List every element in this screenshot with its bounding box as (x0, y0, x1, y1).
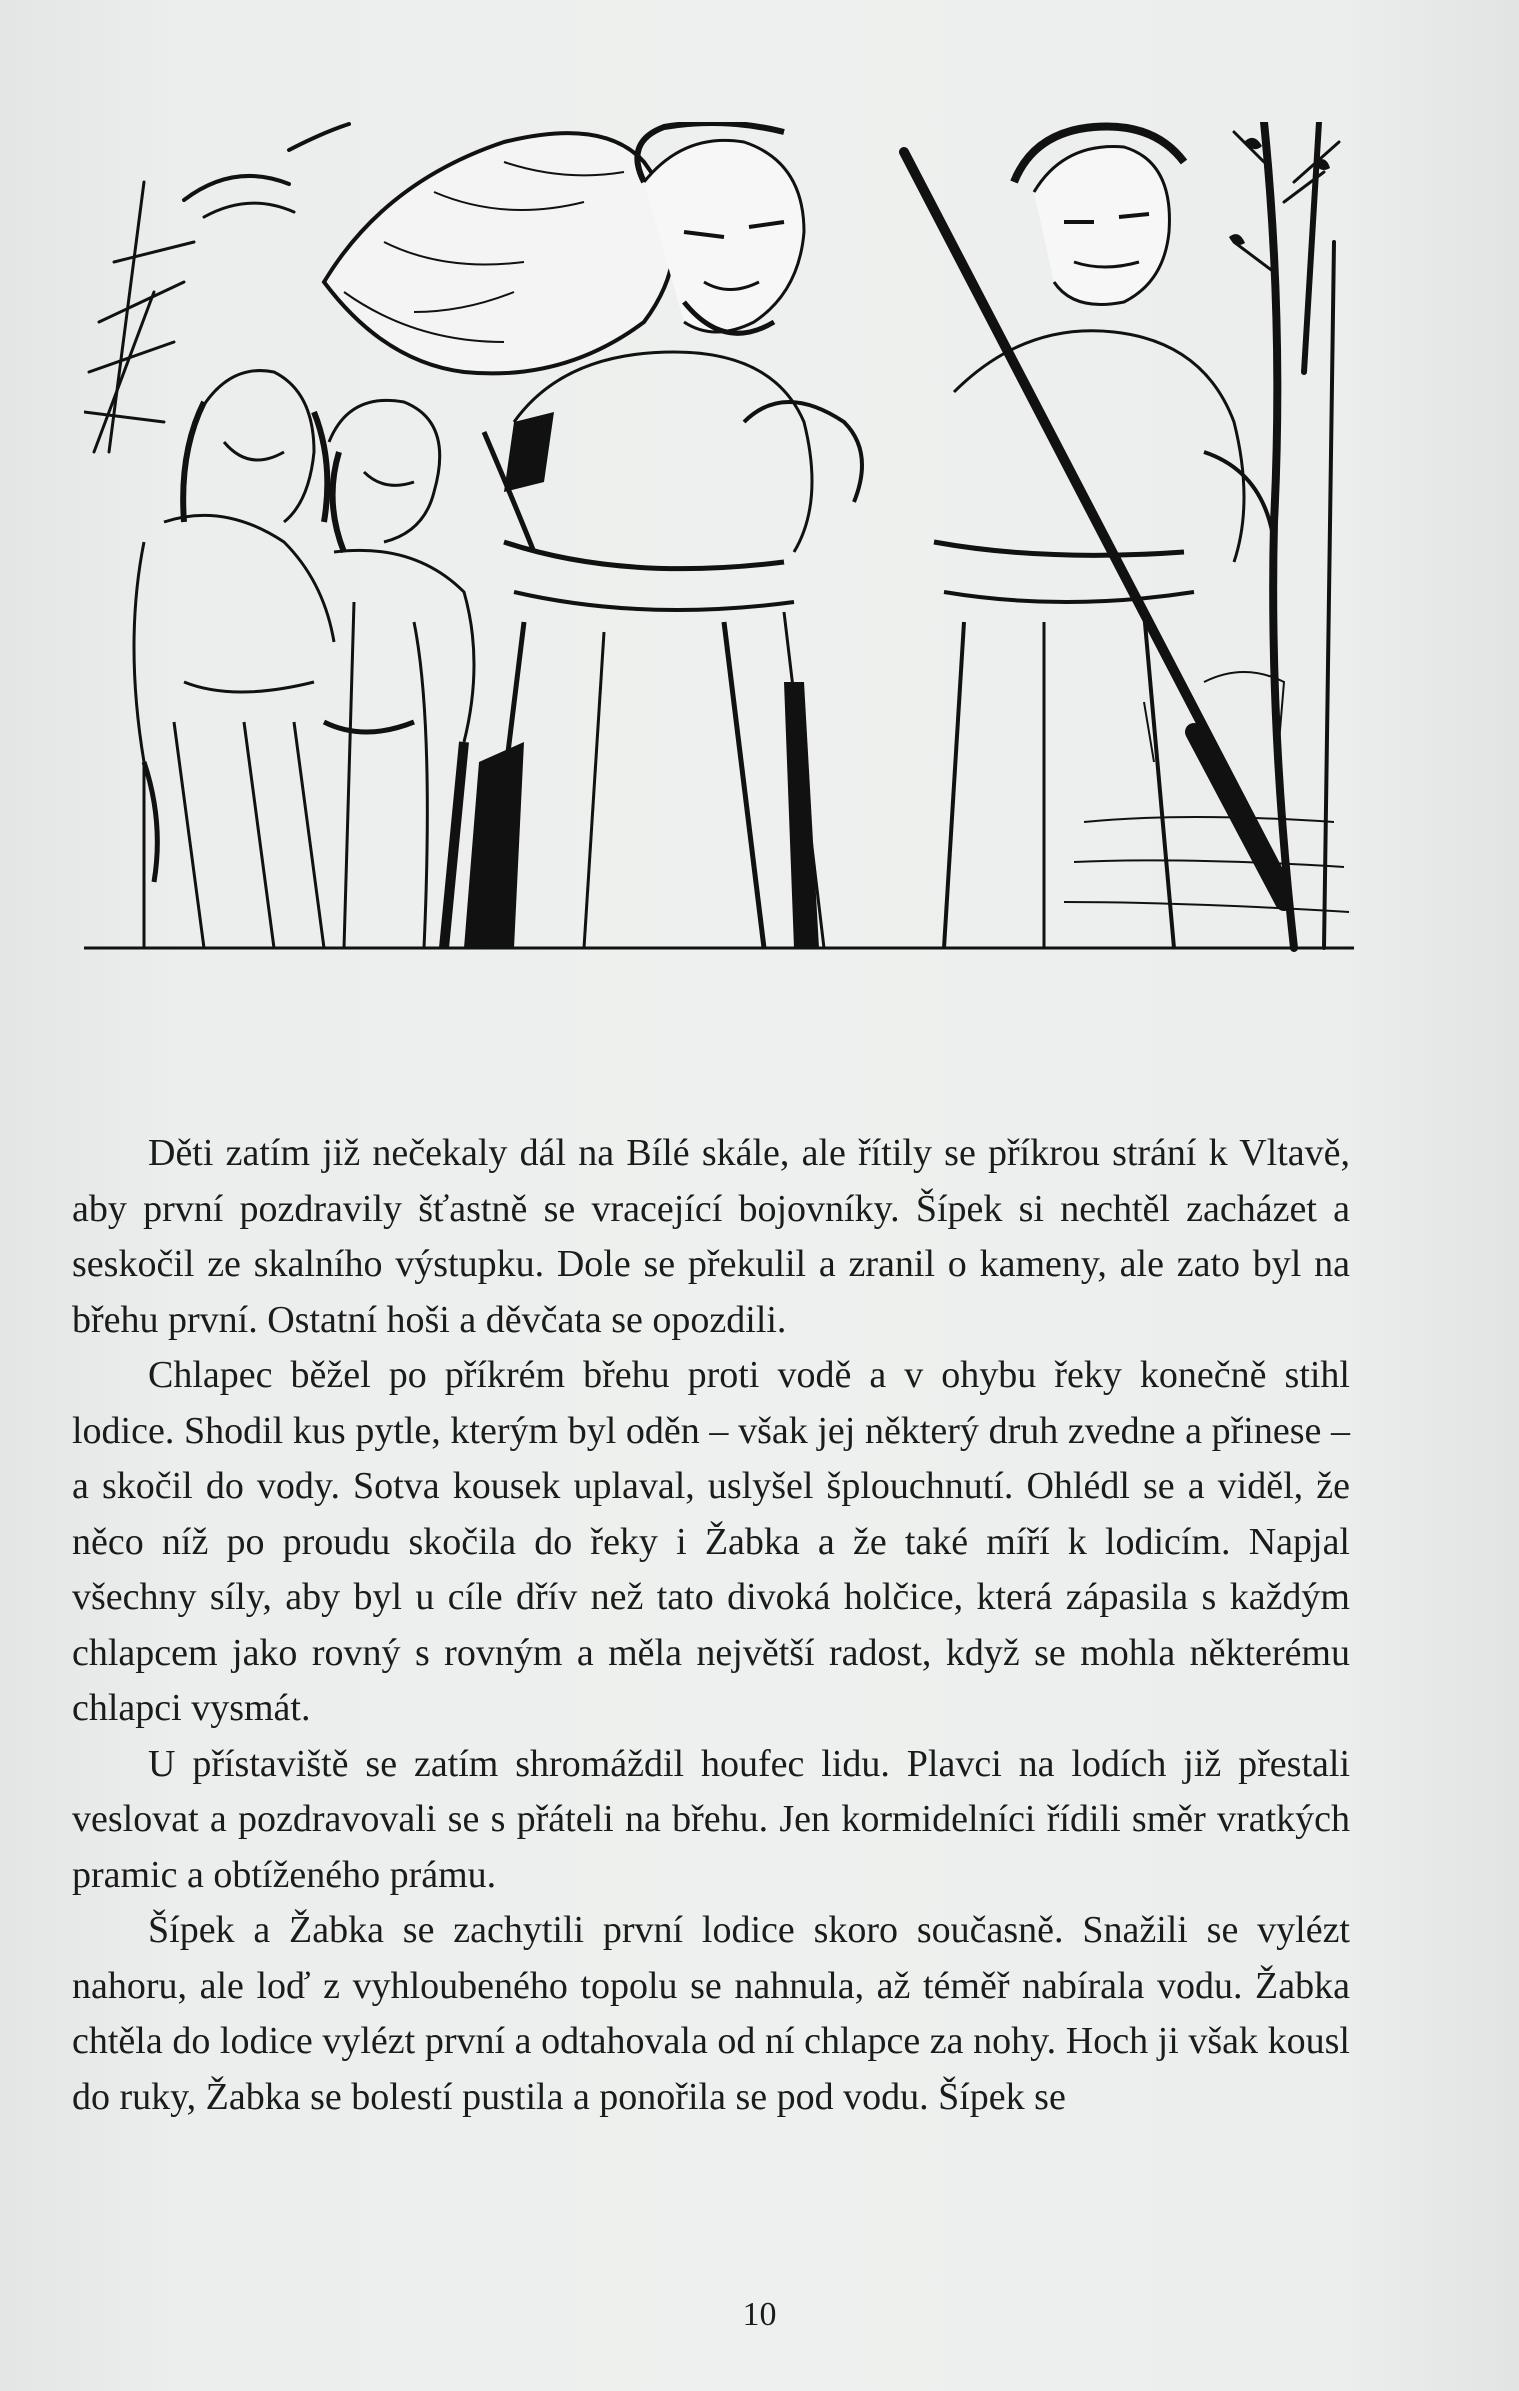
body-text (72, 1126, 1350, 2125)
ink-illustration (84, 122, 1354, 957)
paragraph-4: Šípek a Žabka se zachytili první lodice skoro současně. Snažili se vylézt nahoru, ale loď z vyhloubeného topolu se nahnula, až téměř nabírala vodu. Žabka chtěla do lodice vylézt první a odtahovala od ní chlapce za nohy. Hoch ji však kousl do ruky, Žabka se bolestí pustila a ponořila se pod vodu. Šípek se (72, 1909, 1350, 2118)
page-number: 10 (742, 2296, 777, 2333)
illustration-drawing (84, 122, 1354, 957)
paragraph-1: Děti zatím již nečekaly dál na Bílé skále, ale řítily se příkrou strání k Vltavě, aby první pozdravily šťastně se vracející bojovníky. Šípek si nechtěl zacházet a seskočil ze skalního výstupku. Dole se překulil a zranil o kameny, ale zato byl na břehu první. Ostatní hoši a děvčata se opozdili. (72, 1132, 1350, 1341)
paragraph-3: U přístaviště se zatím shromáždil houfec lidu. Plavci na lodích již přestali veslovat a pozdravovali se s přáteli na břehu. Jen kormidelníci řídili směr vratkých pramic a obtíženého prámu. (72, 1742, 1350, 1896)
paragraph-2: Chlapec běžel po příkrém břehu proti vodě a v ohybu řeky konečně stihl lodice. Shodil kus pytle, kterým byl oděn – však jej některý druh zvedne a přinese – a skočil do vody. Sotva kousek uplaval, uslyšel šplouchnutí. Ohlédl se a viděl, že něco níž po proudu skočila do řeky i Žabka a že také míří k lodicím. Napjal všechny síly, aby byl u cíle dřív než tato divoká holčice, která zápasila s každým chlapcem jako rovný s rovným a měla největší radost, když se mohla některému chlapci vysmát. (72, 1354, 1350, 1729)
